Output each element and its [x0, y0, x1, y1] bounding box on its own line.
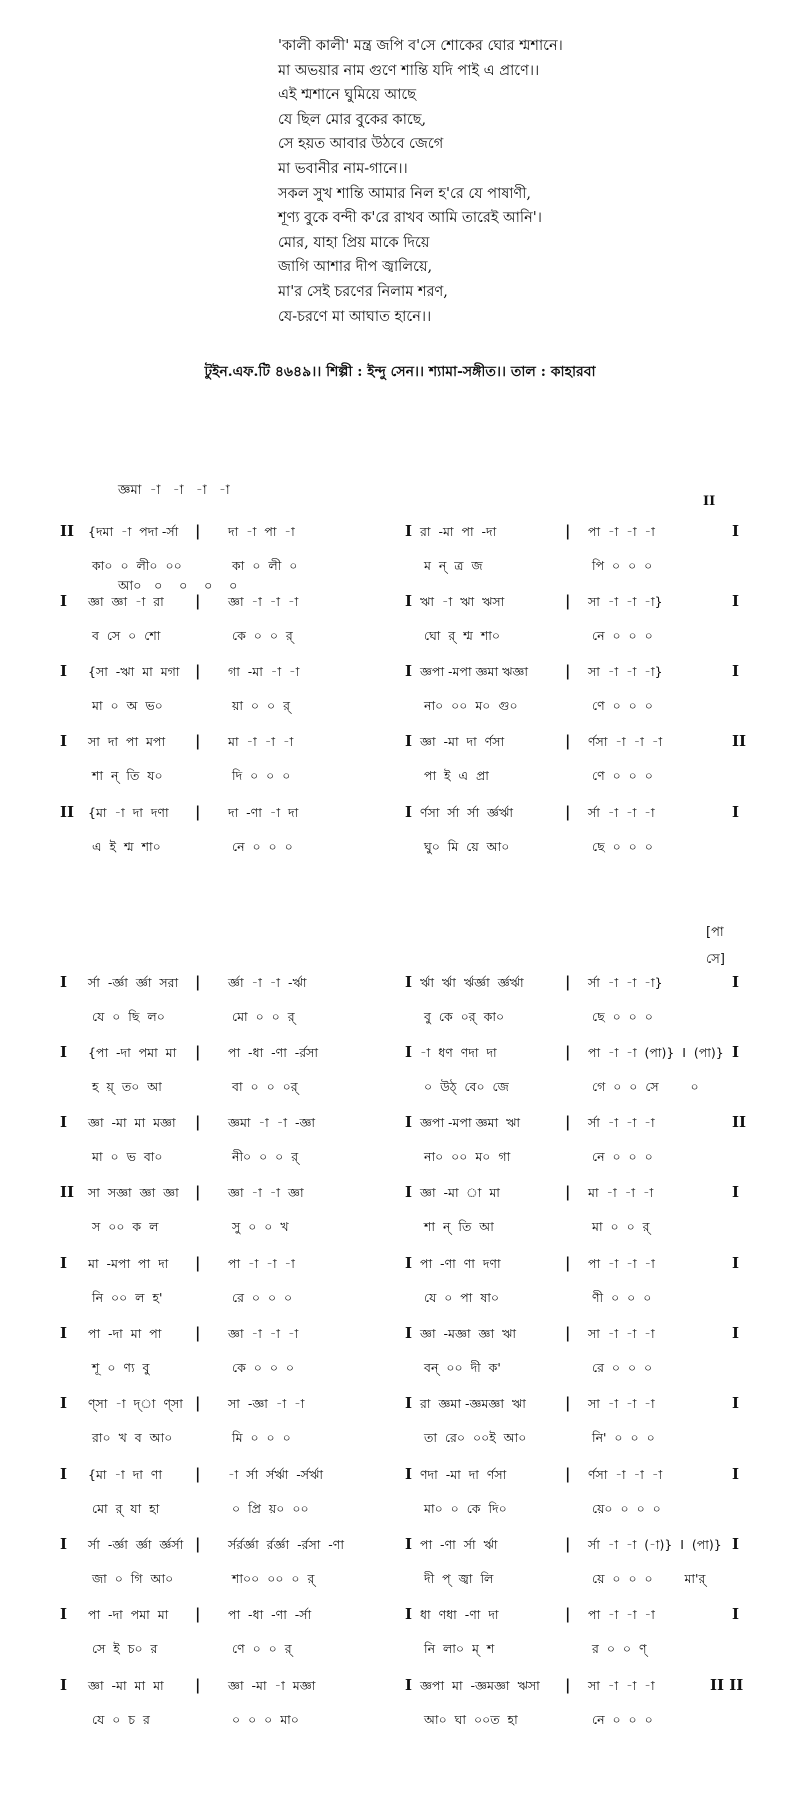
syllable-cell: হ য়্ ত০ আ: [92, 1079, 162, 1094]
syllable-cell: ম ন্ ত্র জ: [424, 558, 483, 573]
swara-cell: পা -া -া -া: [588, 1256, 655, 1271]
swara-cell: র্সা -া -া -া}: [588, 975, 663, 990]
syllable-cell: ণে ০ ০ ০: [592, 768, 653, 783]
syllable-cell: জা ০ গি আ০: [92, 1571, 174, 1586]
row-start-bar: I: [60, 1535, 68, 1553]
beat-bar: |: [565, 1254, 571, 1272]
syllable-cell: ঘো র্ শ্ম শা০: [424, 628, 501, 643]
half-bar: I: [405, 1254, 413, 1272]
swara-cell: {সা -ঋা মা মগা: [88, 664, 180, 679]
syllable-line: [0, 628, 800, 652]
syllable-cell: কা ০ লী ০: [232, 558, 298, 573]
syllable-cell: ণী ০ ০ ০: [592, 1290, 652, 1305]
swara-cell: পা -ধা -ণা -র্সা: [228, 1607, 312, 1622]
half-bar: I: [405, 1113, 413, 1131]
swara-cell: {দমা -া পদা -র্সা: [88, 524, 179, 539]
beat-bar: |: [195, 1394, 201, 1412]
notation-row: [0, 1396, 800, 1452]
notation-row: [0, 524, 800, 580]
syllable-line: [0, 1430, 800, 1454]
swara-cell: র্সা -র্জ্ঞা র্জ্ঞা র্জ্ঞর্সা: [88, 1537, 184, 1552]
row-start-bar: I: [60, 1043, 68, 1061]
syllable-cell: মো র্ যা হা: [92, 1501, 160, 1516]
swara-cell: ণ্সা -া দ্া ণ্সা: [88, 1396, 183, 1411]
swara-cell: সা -া -া -া: [588, 1396, 655, 1411]
row-start-bar: II: [60, 522, 75, 540]
beat-bar: |: [565, 1605, 571, 1623]
syllable-cell: যে ০ চ র: [92, 1712, 150, 1727]
row-start-bar: I: [60, 1465, 68, 1483]
syllable-cell: মা ০ অ ভ০: [92, 698, 163, 713]
beat-bar: |: [565, 1394, 571, 1412]
notation-row: [0, 1256, 800, 1312]
syllable-line: [0, 1712, 800, 1736]
beat-bar: |: [195, 1043, 201, 1061]
swara-line: [0, 1256, 800, 1280]
swara-cell: জ্ঞা -া -া জ্ঞা: [228, 1185, 304, 1200]
syllable-cell: মি ০ ০ ০: [232, 1430, 291, 1445]
beat-bar: |: [195, 1254, 201, 1272]
syllable-cell: নে ০ ০ ০: [592, 628, 653, 643]
syllable-cell: পি ০ ০ ০: [592, 558, 653, 573]
row-end-bar: I: [732, 1043, 740, 1061]
notation-row: [0, 1678, 800, 1734]
row-start-bar: I: [60, 662, 68, 680]
syllable-cell: না০ ০০ ম০ গা: [424, 1149, 511, 1164]
swara-cell: র্সা -া -া (-া)} I (পা)}: [588, 1537, 722, 1552]
syllable-cell: মা ০ ভ বা০: [92, 1149, 163, 1164]
row-end-bar: I: [732, 1465, 740, 1483]
notation-row: [0, 734, 800, 790]
syllable-cell: রা০ খ ব আ০: [92, 1430, 173, 1445]
poem-line: যে-চরণে মা আঘাত হানে।।: [278, 308, 432, 325]
syllable-cell: য়ে০ ০ ০ ০: [592, 1501, 661, 1516]
syllable-cell: য়ে ০ ০ ০ মা'র্: [592, 1571, 706, 1586]
syllable-line: [0, 1641, 800, 1665]
row-end-bar: I: [732, 1605, 740, 1623]
beat-bar: |: [195, 1183, 201, 1201]
syllable-cell: ণে ০ ০ র্: [232, 1641, 292, 1656]
swara-cell: -া ধণ ণদা দা: [420, 1045, 497, 1060]
intro-swara: জ্ঞমা -া -া -া -া: [118, 483, 230, 498]
row-start-bar: I: [60, 1676, 68, 1694]
swara-line: [0, 805, 800, 829]
beat-bar: |: [195, 973, 201, 991]
row-start-bar: II: [60, 803, 75, 821]
syllable-cell: কে ০ ০ র্: [232, 628, 293, 643]
syllable-cell: যে ০ পা ষা০: [424, 1290, 499, 1305]
swara-cell: {মা -া দা ণা: [88, 1467, 163, 1482]
notation-row: [0, 1326, 800, 1382]
notation-row: [0, 1185, 800, 1241]
swara-line: [0, 1467, 800, 1491]
swara-cell: র্জ্ঞা -া -া -র্ঋা: [228, 975, 307, 990]
syllable-line: [0, 1290, 800, 1314]
swara-cell: জ্ঞপা -মপা জ্ঞমা ঋা: [420, 1115, 521, 1130]
swara-cell: জ্ঞা -মা মা মজ্ঞা: [88, 1115, 176, 1130]
beat-bar: |: [565, 1043, 571, 1061]
notation-row: [0, 975, 800, 1031]
beat-bar: |: [195, 803, 201, 821]
half-bar: I: [405, 592, 413, 610]
half-bar: I: [405, 1465, 413, 1483]
swara-line: [0, 524, 800, 548]
notation-row: [0, 805, 800, 861]
notation-row: [0, 1467, 800, 1523]
row-end-bar: I: [732, 522, 740, 540]
swara-cell: র্সর্রর্জ্ঞা র্রর্জ্ঞা -র্রসা -ণা: [228, 1537, 344, 1552]
swara-cell: পা -দা মা পা: [88, 1326, 162, 1341]
swara-cell: ধা ণধা -ণা দা: [420, 1607, 499, 1622]
beat-bar: |: [195, 1535, 201, 1553]
poem-line: মা'র সেই চরণের নিলাম শরণ,: [278, 283, 448, 300]
swara-cell: ণদা -মা দা র্ণসা: [420, 1467, 507, 1482]
swara-cell: {পা -দা পমা মা: [88, 1045, 177, 1060]
syllable-line: [0, 768, 800, 792]
swara-cell: পা -ণা র্সা র্ঋা: [420, 1537, 498, 1552]
syllable-line: [0, 1079, 800, 1103]
syllable-line: [0, 558, 800, 582]
swara-cell: জ্ঞা -মা মা মা: [88, 1678, 164, 1693]
syllable-cell: শা ন্ তি য০: [92, 768, 163, 783]
row-end-bar: I: [732, 662, 740, 680]
swara-cell: সা দা পা মপা: [88, 734, 166, 749]
syllable-cell: নী০ ০ ০ র্: [232, 1149, 299, 1164]
syllable-cell: শূ ০ ণ্য বু: [92, 1360, 150, 1375]
swara-cell: র্ণসা -া -া -া: [588, 1467, 663, 1482]
swara-cell: র্ণসা -া -া -া: [588, 734, 663, 749]
swara-cell: জ্ঞা -মজ্ঞা জ্ঞা ঋা: [420, 1326, 517, 1341]
swara-cell: {মা -া দা দণা: [88, 805, 169, 820]
swara-cell: সা -া -া -া}: [588, 594, 663, 609]
syllable-line: [0, 1501, 800, 1525]
beat-bar: |: [195, 1605, 201, 1623]
swara-cell: জ্ঞা -মা া মা: [420, 1185, 500, 1200]
beat-bar: |: [195, 1465, 201, 1483]
swara-cell: পা -া -া (পা)} I (পা)}: [588, 1045, 724, 1060]
row-end-bar: II: [732, 732, 747, 750]
swara-cell: গা -মা -া -া: [228, 664, 300, 679]
row-end-bar: II: [732, 1113, 747, 1131]
poem-line: এই শ্মশানে ঘুমিয়ে আছে: [278, 87, 417, 104]
swara-cell: র্সা -া -া -া: [588, 805, 655, 820]
row-end-bar: I: [732, 1324, 740, 1342]
swara-cell: র্ণসা র্সা র্সা র্জ্ঞর্ঋা: [420, 805, 513, 820]
notation-row: [0, 664, 800, 720]
syllable-cell: ছে ০ ০ ০: [592, 839, 653, 854]
half-bar: I: [405, 1605, 413, 1623]
row-end-bar: I: [732, 803, 740, 821]
half-bar: I: [405, 973, 413, 991]
row-start-bar: II: [60, 1183, 75, 1201]
swara-cell: সা সজ্ঞা জ্ঞা জ্ঞা: [88, 1185, 179, 1200]
beat-bar: |: [565, 1465, 571, 1483]
row-end-bar: I: [732, 592, 740, 610]
row-start-bar: I: [60, 592, 68, 610]
syllable-line: [0, 1219, 800, 1243]
row-end-bar: I: [732, 1535, 740, 1553]
syllable-cell: মা০ ০ কে দি০: [424, 1501, 507, 1516]
swara-cell: পা -া -া -া: [588, 524, 655, 539]
beat-bar: |: [565, 1183, 571, 1201]
swara-cell: র্সা -া -া -া: [588, 1115, 655, 1130]
row-end-bar: II II: [710, 1676, 744, 1694]
swara-line: [0, 594, 800, 618]
pa-bracket: [পা: [706, 925, 724, 940]
syllable-cell: সে ই চ০ র: [92, 1641, 158, 1656]
swara-cell: জ্ঞা -মা দা র্ণসা: [420, 734, 505, 749]
swara-cell: রা -মা পা -দা: [420, 524, 497, 539]
syllable-cell: নে ০ ০ ০: [592, 1712, 653, 1727]
syllable-cell: ০ ০ ০ মা০: [232, 1712, 299, 1727]
syllable-cell: শা ন্ তি আ: [424, 1219, 494, 1234]
swara-cell: জ্ঞা -া -া -া: [228, 1326, 299, 1341]
swara-cell: সা -া -া -া: [588, 1678, 655, 1693]
beat-bar: |: [195, 732, 201, 750]
poem-line: জাগি আশার দীপ জ্বালিয়ে,: [278, 259, 433, 276]
half-bar: I: [405, 1324, 413, 1342]
row-start-bar: I: [60, 1394, 68, 1412]
section-double-bar: II: [703, 494, 716, 509]
beat-bar: |: [195, 1113, 201, 1131]
swara-cell: জ্ঞপা মা -জ্ঞমজ্ঞা ঋসা: [420, 1678, 540, 1693]
swara-cell: পা -ণা ণা দণা: [420, 1256, 501, 1271]
notation-row: [0, 1115, 800, 1171]
row-end-bar: I: [732, 1254, 740, 1272]
syllable-cell: রে ০ ০ ০: [232, 1290, 293, 1305]
poem-line: যে ছিল মোর বুকের কাছে,: [278, 111, 427, 128]
swara-cell: ঋা -া ঋা ঋসা: [420, 594, 505, 609]
beat-bar: |: [195, 1324, 201, 1342]
syllable-cell: নি' ০ ০ ০: [592, 1430, 655, 1445]
swara-cell: পা -ধা -ণা -র্রসা: [228, 1045, 319, 1060]
poem-line: সে হয়ত আবার উঠবে জেগে: [278, 136, 444, 153]
syllable-line: [0, 1009, 800, 1033]
song-lyrics: [278, 34, 678, 329]
swara-line: [0, 1607, 800, 1631]
syllable-cell: ঘু০ মি য়ে আ০: [424, 839, 510, 854]
row-end-bar: I: [732, 973, 740, 991]
syllable-cell: গে ০ ০ সে ০: [592, 1079, 699, 1094]
half-bar: I: [405, 732, 413, 750]
beat-bar: |: [565, 803, 571, 821]
swara-cell: -া র্সা র্সর্ঋা -র্সর্ঋা: [228, 1467, 323, 1482]
syllable-line: [0, 1149, 800, 1173]
syllable-cell: মো ০ ০ র্: [232, 1009, 295, 1024]
row-start-bar: I: [60, 973, 68, 991]
poem-line: মা অভয়ার নাম গুণে শান্তি যদি পাই এ প্রাণে।।: [278, 62, 540, 79]
beat-bar: |: [565, 1324, 571, 1342]
swara-cell: জ্ঞা জ্ঞা -া রা: [88, 594, 164, 609]
syllable-cell: রে ০ ০ ০: [592, 1360, 653, 1375]
half-bar: I: [405, 1676, 413, 1694]
poem-line: সকল সুখ শান্তি আমার নিল হ'রে যে পাষাণী,: [278, 185, 532, 202]
poem-line: 'কালী কালী' মন্ত্র জপি ব'সে শোকের ঘোর শ্মশানে।: [278, 38, 563, 54]
row-start-bar: I: [60, 1605, 68, 1623]
half-bar: I: [405, 522, 413, 540]
syllable-line: [0, 1360, 800, 1384]
syllable-cell: নি ০০ ল হ': [92, 1290, 163, 1305]
swara-line: [0, 1537, 800, 1561]
half-bar: I: [405, 1183, 413, 1201]
swara-cell: পা -দা পমা মা: [88, 1607, 169, 1622]
syllable-cell: বা ০ ০ ০র্: [232, 1079, 298, 1094]
notation-row: [0, 1607, 800, 1663]
row-start-bar: I: [60, 1113, 68, 1131]
swara-cell: সা -া -া -া: [588, 1326, 655, 1341]
swara-cell: দা -া পা -া: [228, 524, 295, 539]
syllable-cell: এ ই শ্ম শা০: [92, 839, 161, 854]
half-bar: I: [405, 1394, 413, 1412]
syllable-cell: ০ প্রি য়০ ০০: [232, 1501, 309, 1516]
row-start-bar: I: [60, 732, 68, 750]
swara-cell: সা -জ্ঞা -া -া: [228, 1396, 305, 1411]
syllable-line: [0, 1571, 800, 1595]
beat-bar: |: [565, 522, 571, 540]
swara-line: [0, 1396, 800, 1420]
notation-row: [0, 1537, 800, 1593]
swara-cell: মা -মপা পা দা: [88, 1256, 169, 1271]
syllable-cell: নে ০ ০ ০: [232, 839, 293, 854]
syllable-cell: স ০০ ক ল: [92, 1219, 159, 1234]
swara-cell: সা -া -া -া}: [588, 664, 663, 679]
swara-cell: রা জ্ঞমা -জ্ঞমজ্ঞা ঋা: [420, 1396, 526, 1411]
syllable-cell: ণে ০ ০ ০: [592, 698, 653, 713]
swara-cell: র্সা -র্জ্ঞা র্জ্ঞা সরা: [88, 975, 179, 990]
swara-cell: জ্ঞমা -া -া -জ্ঞা: [228, 1115, 316, 1130]
swara-line: [0, 975, 800, 999]
half-bar: I: [405, 803, 413, 821]
syllable-cell: সু ০ ০ খ: [232, 1219, 289, 1234]
syllable-cell: কা০ ০ লী০ ০০: [92, 558, 182, 573]
beat-bar: |: [195, 1676, 201, 1694]
beat-bar: |: [565, 592, 571, 610]
swara-cell: পা -া -া -া: [228, 1256, 295, 1271]
swara-line: [0, 734, 800, 758]
syllable-cell: যে ০ ছি ল০: [92, 1009, 165, 1024]
half-bar: I: [405, 1535, 413, 1553]
syllable-cell: দী প্ জ্বা লি: [424, 1571, 494, 1586]
syllable-cell: মা ০ ০ র্: [592, 1219, 650, 1234]
row-start-bar: I: [60, 1324, 68, 1342]
syllable-cell: বু কে ০র্ কা০: [424, 1009, 505, 1024]
swara-line: [0, 1326, 800, 1350]
swara-line: [0, 1678, 800, 1702]
swara-cell: জ্ঞা -া -া -া: [228, 594, 299, 609]
swara-cell: মা -া -া -া: [588, 1185, 654, 1200]
beat-bar: |: [565, 973, 571, 991]
row-start-bar: I: [60, 1254, 68, 1272]
syllable-cell: নে ০ ০ ০: [592, 1149, 653, 1164]
syllable-cell: ব সে ০ শো: [92, 628, 161, 643]
beat-bar: |: [195, 662, 201, 680]
beat-bar: |: [565, 662, 571, 680]
syllable-line: [0, 839, 800, 863]
beat-bar: |: [565, 1535, 571, 1553]
row-end-bar: I: [732, 1394, 740, 1412]
swara-cell: জ্ঞা -মা -া মজ্ঞা: [228, 1678, 316, 1693]
syllable-cell: বন্ ০০ দী ক': [424, 1360, 501, 1375]
beat-bar: |: [195, 592, 201, 610]
syllable-cell: য়া ০ ০ র্: [232, 698, 290, 713]
swara-cell: মা -া -া -া: [228, 734, 294, 749]
se-bracket: সে]: [706, 952, 725, 967]
record-header: টুইন.এফ.টি ৪৬৪৯।। শিল্পী : ইন্দু সেন।। শ্যামা-সঙ্গীত।। তাল : কাহারবা: [204, 364, 596, 380]
swara-line: [0, 1185, 800, 1209]
intro-syllables: আ০ ০ ০ ০ ০: [118, 579, 238, 594]
beat-bar: |: [565, 1676, 571, 1694]
swara-line: [0, 1045, 800, 1069]
swara-cell: দা -ণা -া দা: [228, 805, 299, 820]
syllable-cell: আ০ ঘা ০০ত হা: [424, 1712, 518, 1727]
swara-cell: জ্ঞপা -মপা জ্ঞমা ঋজ্ঞা: [420, 664, 529, 679]
syllable-cell: নি লা০ ম্ শ: [424, 1641, 495, 1656]
syllable-cell: শা০০ ০০ ০ র্: [232, 1571, 315, 1586]
syllable-cell: কে ০ ০ ০: [232, 1360, 295, 1375]
swara-cell: র্ঋা র্ঋা র্ঋর্জ্ঞা র্জ্ঞর্ঋা: [420, 975, 524, 990]
syllable-cell: তা রে০ ০০ই আ০: [424, 1430, 527, 1445]
notation-row: [0, 594, 800, 650]
poem-line: মা ভবানীর নাম-গানে।।: [278, 160, 408, 177]
poem-line: মোর, যাহা প্রিয় মাকে দিয়ে: [278, 234, 430, 251]
row-end-bar: I: [732, 1183, 740, 1201]
notation-row: [0, 1045, 800, 1101]
swara-line: [0, 664, 800, 688]
half-bar: I: [405, 662, 413, 680]
syllable-cell: পা ই এ প্রা: [424, 768, 489, 783]
syllable-cell: ছে ০ ০ ০: [592, 1009, 653, 1024]
syllable-cell: র ০ ০ ণ্: [592, 1641, 647, 1656]
beat-bar: |: [195, 522, 201, 540]
swara-line: [0, 1115, 800, 1139]
poem-line: শূণ্য বুকে বন্দী ক'রে রাখব আমি তারেই আনি'।: [278, 210, 542, 227]
syllable-cell: না০ ০০ ম০ গু০: [424, 698, 518, 713]
beat-bar: |: [565, 732, 571, 750]
beat-bar: |: [565, 1113, 571, 1131]
swara-cell: পা -া -া -া: [588, 1607, 655, 1622]
syllable-cell: ০ উঠ্ বে০ জে: [424, 1079, 509, 1094]
syllable-line: [0, 698, 800, 722]
half-bar: I: [405, 1043, 413, 1061]
syllable-cell: দি ০ ০ ০: [232, 768, 291, 783]
